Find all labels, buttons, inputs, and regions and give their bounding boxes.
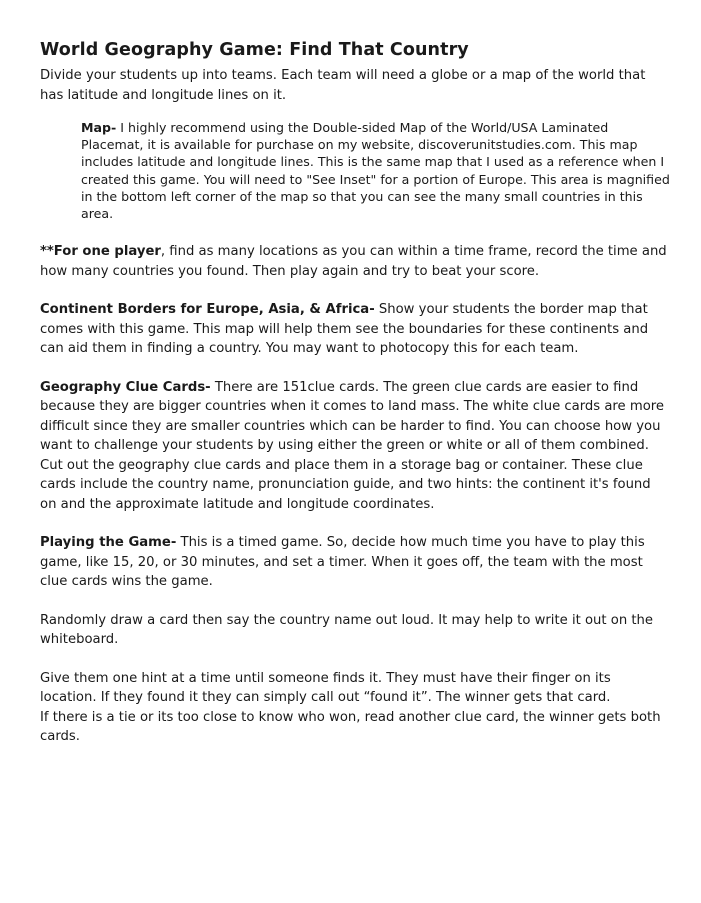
continent-borders-text: Show your students the border map that comes with this game. This map will help them see the boundaries for these continents and can aid them in finding a country. You may want to photocopy this for each team. [40, 302, 649, 357]
map-note-paragraph [81, 119, 671, 222]
continent-borders-paragraph [40, 300, 670, 359]
page-title: World Geography Game: Find That Country [40, 40, 469, 60]
clue-cards-text: There are 151clue cards. The green clue cards are easier to find because they are bigger countries when it comes to land mass. The white clue cards are more difficult since they are smaller countries which can be harder to find. You can choose how you want to challenge your students by using either the green or white or all of them combined. Cut out the geography clue cards and place them in a storage bag or container. These clue cards include the country name, pronunciation guide, and two hints: the continent it's found on and the approximate latitude and longitude coordinates. [40, 379, 665, 512]
one-player-text: , find as many locations as you can within a time frame, record the time and how many countries you found. Then play again and try to beat your score. [40, 244, 667, 279]
continent-borders-heading: Continent Borders for Europe, Asia, & Africa- [40, 302, 375, 318]
clue-cards-paragraph [40, 378, 670, 515]
tie-rule-paragraph: If there is a tie or its too close to know who won, read another clue card, the winner gets both cards. [40, 709, 661, 745]
playing-heading: Playing the Game- [40, 535, 177, 551]
document-page [40, 38, 670, 747]
map-note-heading: Map- [81, 120, 117, 135]
randomly-draw-paragraph: Randomly draw a card then say the country name out loud. It may help to write it out on the whiteboard. [40, 612, 654, 648]
one-player-paragraph [40, 242, 670, 281]
hint-rule-paragraph: Give them one hint at a time until someone finds it. They must have their finger on its location. If they found it they can simply call out “found it”. The winner gets that card. [40, 670, 611, 706]
playing-text: This is a timed game. So, decide how much time you have to play this game, like 15, 20, or 30 minutes, and set a timer. When it goes off, the team with the most clue cards wins the game. [40, 535, 645, 590]
playing-paragraph [40, 533, 670, 592]
map-note-text: I highly recommend using the Double-sided Map of the World/USA Laminated Placemat, it is available for purchase on my website, discoverunitstudies.com. This map includes latitude and longitude lines. This is the same map that I used as a reference when I created this game. You will need to "See Inset" for a portion of Europe. This area is magnified in the bottom left corner of the map so that you can see the many small countries in this area. [81, 120, 670, 222]
clue-cards-heading: Geography Clue Cards- [40, 379, 211, 395]
intro-paragraph: Divide your students up into teams. Each team will need a globe or a map of the world that has latitude and longitude lines on it. [40, 68, 646, 103]
one-player-heading: **For one player [40, 244, 161, 260]
